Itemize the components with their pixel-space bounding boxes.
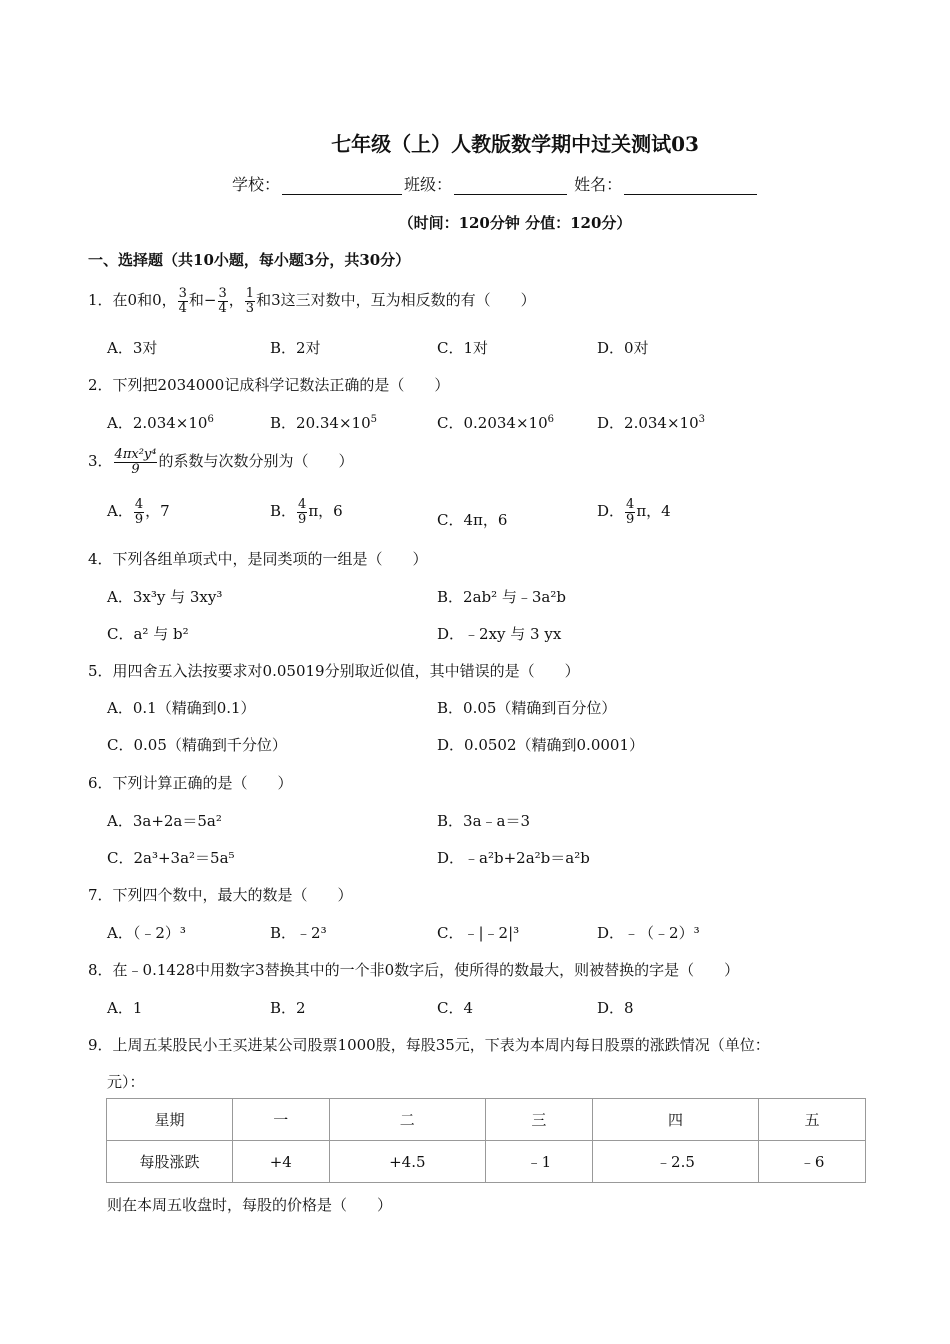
fraction-den: 9 — [114, 462, 158, 477]
q3-option-d — [597, 498, 671, 526]
q1-text-mid: ， — [228, 291, 244, 310]
option-label: D． — [597, 502, 625, 521]
q2-option-c — [437, 412, 554, 433]
q2-option-b — [270, 412, 377, 433]
fraction-den: 9 — [626, 511, 635, 527]
fraction-num: 4 — [134, 497, 144, 512]
fraction-den: 4 — [218, 300, 227, 316]
q3-option-c — [437, 509, 507, 530]
table-cell: ﹣2.5 — [592, 1141, 759, 1183]
q3-number: 3． — [88, 452, 113, 471]
table-cell: 每股涨跌 — [107, 1141, 233, 1183]
table-cell: ﹣1 — [486, 1141, 593, 1183]
q3-option-a — [107, 498, 170, 526]
name-blank — [624, 180, 757, 195]
q8-option-a: A．1 — [107, 999, 143, 1017]
q1-text-pre: 在0和0， — [112, 291, 177, 310]
question-8: 8．在﹣0.1428中用数字3替换其中的一个非0数字后，使所得的数最大，则被替换的字是（ ） — [88, 961, 740, 979]
option-label: D． — [597, 414, 625, 432]
q5-option-c: C．0.05（精确到千分位） — [107, 736, 287, 754]
question-1 — [88, 287, 536, 315]
q1-text-mid: 和− — [188, 291, 217, 310]
question-3 — [88, 448, 353, 476]
option-exponent: 3 — [698, 414, 706, 425]
table-cell: 三 — [486, 1099, 593, 1141]
q8-option-b: B．2 — [270, 999, 306, 1017]
q4-option-b: B．2ab² 与﹣3a²b — [437, 588, 566, 606]
table-cell: 星期 — [107, 1099, 233, 1141]
fraction-den: 9 — [134, 511, 144, 527]
option-label: B． — [270, 414, 297, 432]
q2-option-d — [597, 412, 705, 433]
page-title: 七年级（上）人教版数学期中过关测试03 — [331, 132, 699, 156]
q1-option-a: A．3对 — [107, 339, 158, 357]
fraction-num: 3 — [218, 286, 227, 301]
fraction — [114, 448, 158, 476]
q7-option-c: C．﹣|﹣2|³ — [437, 924, 520, 942]
option-exponent: 6 — [207, 414, 214, 425]
fraction — [625, 498, 635, 526]
table-cell: 四 — [592, 1099, 759, 1141]
fraction — [178, 287, 188, 315]
option-base: 2.034×10 — [624, 414, 699, 432]
table-cell: 二 — [329, 1099, 485, 1141]
option-base: 2.034×10 — [132, 414, 208, 432]
q3-option-b — [270, 498, 343, 526]
table-cell: 一 — [233, 1099, 330, 1141]
q4-option-c: C．a² 与 b² — [107, 625, 189, 643]
question-2: 2．下列把2034000记成科学记数法正确的是（ ） — [88, 376, 450, 394]
fraction — [218, 287, 228, 315]
stock-change-table — [106, 1098, 866, 1183]
q5-option-a: A．0.1（精确到0.1） — [107, 699, 256, 717]
q1-text-post: 和3这三对数中，互为相反数的有（ ） — [256, 291, 536, 310]
q2-option-a — [107, 412, 214, 433]
q6-option-a: A．3a+2a＝5a² — [107, 812, 222, 830]
option-label: B． — [270, 502, 297, 521]
q4-option-d: D．﹣2xy 与 3 yx — [437, 625, 562, 643]
fraction-num: 4 — [626, 497, 635, 512]
school-blank — [282, 180, 402, 195]
fraction-den: 4 — [178, 300, 187, 316]
time-and-score: （时间：120分钟 分值：120分） — [398, 214, 632, 232]
q7-option-b: B．﹣2³ — [270, 924, 327, 942]
option-exponent: 5 — [370, 414, 378, 425]
q8-option-c: C．4 — [437, 999, 474, 1017]
q3-text: 的系数与次数分别为（ ） — [158, 452, 354, 471]
option-base: 20.34×10 — [296, 414, 371, 432]
q1-option-c: C．1对 — [437, 339, 489, 357]
section-heading: 一、选择题（共10小题，每小题3分，共30分） — [88, 251, 411, 269]
q7-option-a: A．（﹣2）³ — [107, 924, 186, 942]
option-tail: π，4 — [636, 502, 671, 521]
option-exponent: 6 — [547, 414, 554, 425]
question-4: 4．下列各组单项式中，是同类项的一组是（ ） — [88, 550, 428, 568]
option-label: A． — [107, 414, 133, 432]
q6-option-d: D．﹣a²b+2a²b＝a²b — [437, 849, 590, 867]
school-label: 学校： — [232, 175, 281, 194]
table-cell: 五 — [759, 1099, 866, 1141]
table-cell: +4.5 — [329, 1141, 485, 1183]
name-label: 姓名： — [574, 175, 623, 194]
fraction-den: 3 — [245, 300, 255, 316]
question-6: 6．下列计算正确的是（ ） — [88, 774, 293, 792]
fraction-den: 9 — [298, 511, 307, 527]
q1-number: 1． — [88, 291, 113, 310]
table-header-row — [107, 1099, 866, 1141]
q6-option-c: C．2a³+3a²＝5a⁵ — [107, 849, 235, 867]
q7-option-d: D．﹣（﹣2）³ — [597, 924, 700, 942]
class-label: 班级： — [404, 175, 453, 194]
fraction-num: 4 — [298, 497, 307, 512]
q5-option-b: B．0.05（精确到百分位） — [437, 699, 617, 717]
table-cell: +4 — [233, 1141, 330, 1183]
q8-option-d: D．8 — [597, 999, 634, 1017]
fraction-num: 3 — [178, 286, 187, 301]
fraction-num: 1 — [245, 286, 255, 301]
option-base: 0.2034×10 — [463, 414, 548, 432]
table-cell: ﹣6 — [759, 1141, 866, 1183]
fraction — [297, 498, 307, 526]
student-info-line — [232, 172, 759, 195]
fraction-num: 4πx²y⁴ — [114, 447, 157, 462]
option-text: 4π，6 — [463, 511, 508, 529]
option-label: C． — [437, 511, 464, 529]
option-tail: π，6 — [308, 502, 343, 521]
fraction — [134, 498, 144, 526]
fraction — [245, 287, 255, 315]
option-label: C． — [437, 414, 464, 432]
question-7: 7．下列四个数中，最大的数是（ ） — [88, 886, 353, 904]
option-tail: ，7 — [145, 502, 170, 521]
q1-option-b: B．2对 — [270, 339, 321, 357]
question-9: 9．上周五某股民小王买进某公司股票1000股，每股35元，下表为本周内每日股票的涨跌情况（单位： — [88, 1036, 770, 1054]
table-row — [107, 1141, 866, 1183]
option-label: A． — [107, 502, 133, 521]
q1-option-d: D．0对 — [597, 339, 649, 357]
q5-option-d: D．0.0502（精确到0.0001） — [437, 736, 644, 754]
q4-option-a: A．3x³y 与 3xy³ — [107, 588, 223, 606]
question-5: 5．用四舍五入法按要求对0.05019分别取近似值，其中错误的是（ ） — [88, 662, 580, 680]
q6-option-b: B．3a﹣a＝3 — [437, 812, 530, 830]
question-9-stem: 则在本周五收盘时，每股的价格是（ ） — [107, 1196, 393, 1214]
class-blank — [454, 180, 567, 195]
question-9-line2: 元）： — [107, 1073, 145, 1091]
